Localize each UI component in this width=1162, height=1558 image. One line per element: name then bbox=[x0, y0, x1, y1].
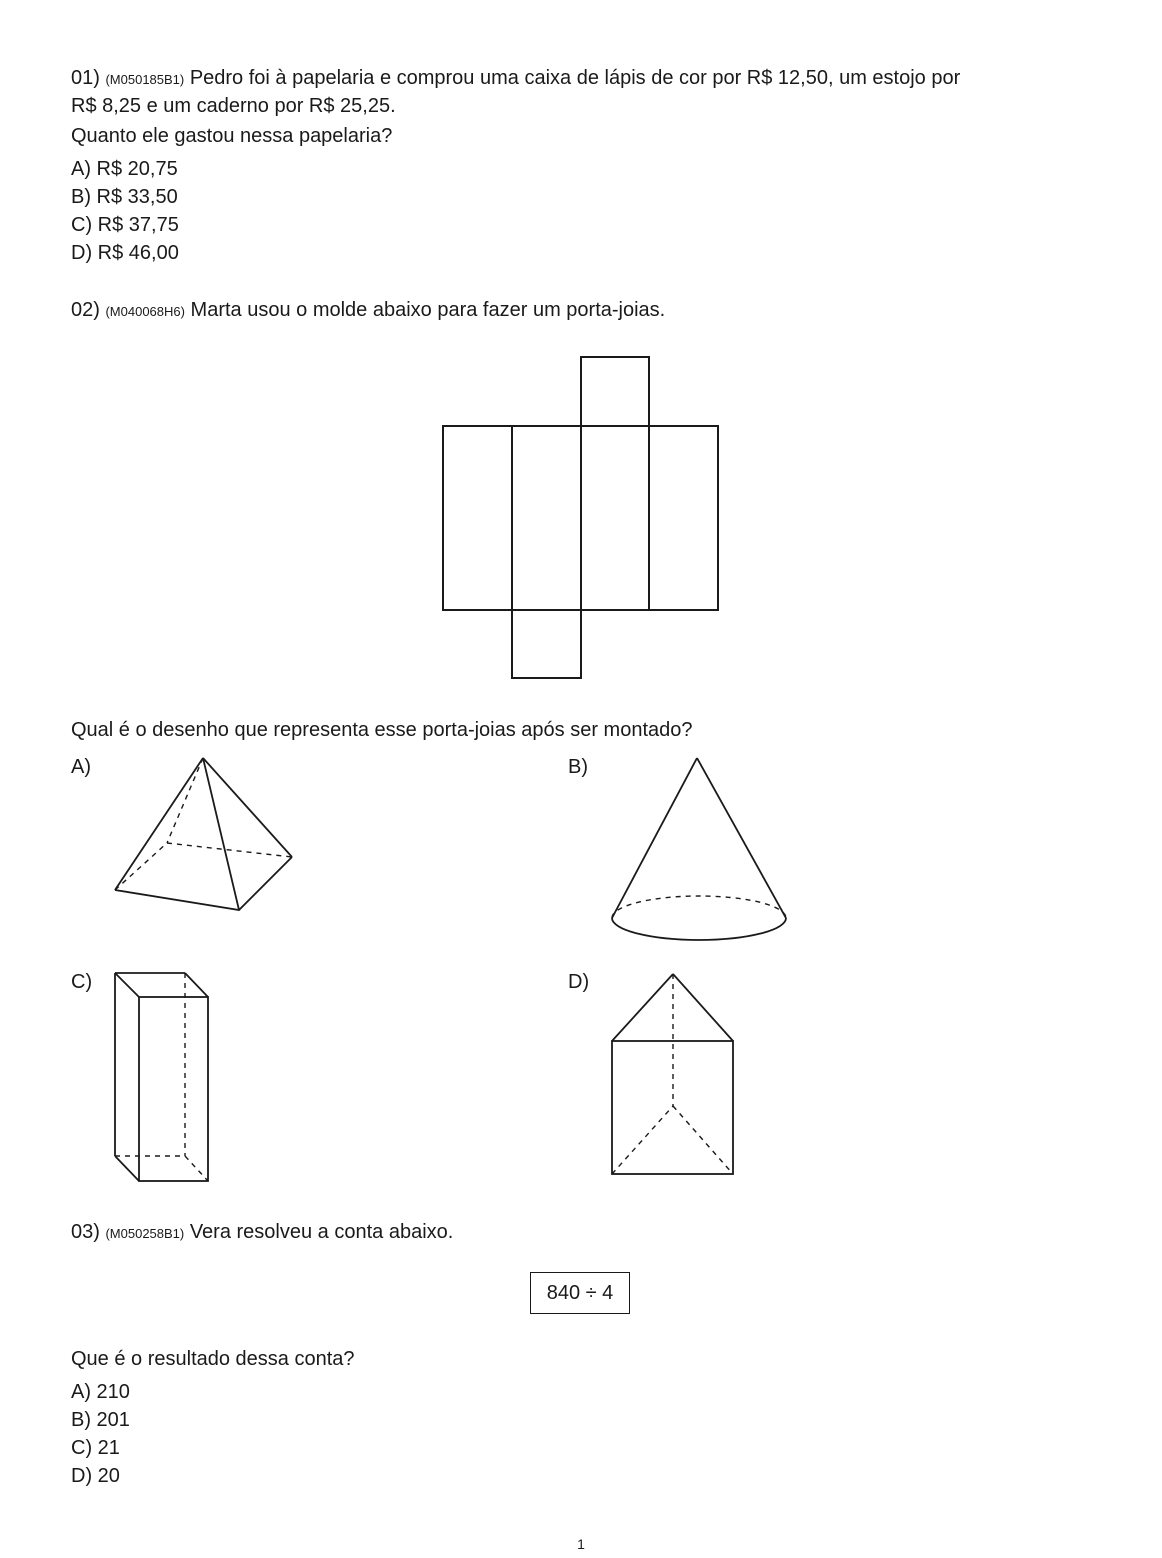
q3-option-a[interactable]: A) 210 bbox=[71, 1381, 130, 1403]
q2-option-b-label[interactable]: B) bbox=[568, 756, 588, 778]
q2-code: (M040068H6) bbox=[105, 304, 185, 319]
cone bbox=[612, 758, 786, 940]
q2-question: Qual é o desenho que representa esse porta-joias após ser montado? bbox=[71, 719, 693, 741]
q1-code: (M050185B1) bbox=[105, 72, 185, 87]
q2-stem-text: Marta usou o molde abaixo para fazer um porta-joias. bbox=[190, 299, 666, 321]
q3-expression-box bbox=[530, 1272, 630, 1314]
q1-option-b[interactable]: B) R$ 33,50 bbox=[71, 186, 178, 208]
rectangular-prism bbox=[115, 973, 208, 1181]
q1-stem-line2: R$ 8,25 e um caderno por R$ 25,25. bbox=[71, 95, 396, 117]
q2-number: 02) bbox=[71, 299, 100, 321]
q3-question: Que é o resultado dessa conta? bbox=[71, 1348, 355, 1370]
q2-option-d-label[interactable]: D) bbox=[568, 971, 590, 993]
q3-option-b[interactable]: B) 201 bbox=[71, 1409, 130, 1431]
q1-question: Quanto ele gastou nessa papelaria? bbox=[71, 125, 393, 147]
page-number: 1 bbox=[577, 1536, 585, 1552]
q3-option-d[interactable]: D) 20 bbox=[71, 1465, 120, 1487]
q1-stem-text: Pedro foi à papelaria e comprou uma caixa de lápis de cor por R$ 12,50, um estojo por bbox=[189, 67, 961, 89]
q3-expression: 840 ÷ 4 bbox=[546, 1281, 614, 1304]
q3-stem-text: Vera resolveu a conta abaixo. bbox=[189, 1221, 454, 1243]
q3-code: (M050258B1) bbox=[105, 1226, 185, 1241]
q2-option-c-label[interactable]: C) bbox=[71, 971, 93, 993]
q1-option-c[interactable]: C) R$ 37,75 bbox=[71, 214, 179, 236]
triangular-prism bbox=[612, 974, 733, 1174]
q1-number: 01) bbox=[71, 67, 100, 89]
q1-option-a[interactable]: A) R$ 20,75 bbox=[71, 158, 178, 180]
q2-option-a-label[interactable]: A) bbox=[71, 756, 91, 778]
q3-stem bbox=[71, 1220, 453, 1246]
square-pyramid bbox=[115, 758, 292, 910]
q1-option-d[interactable]: D) R$ 46,00 bbox=[71, 242, 179, 264]
q3-option-c[interactable]: C) 21 bbox=[71, 1437, 120, 1459]
q3-number: 03) bbox=[71, 1221, 100, 1243]
